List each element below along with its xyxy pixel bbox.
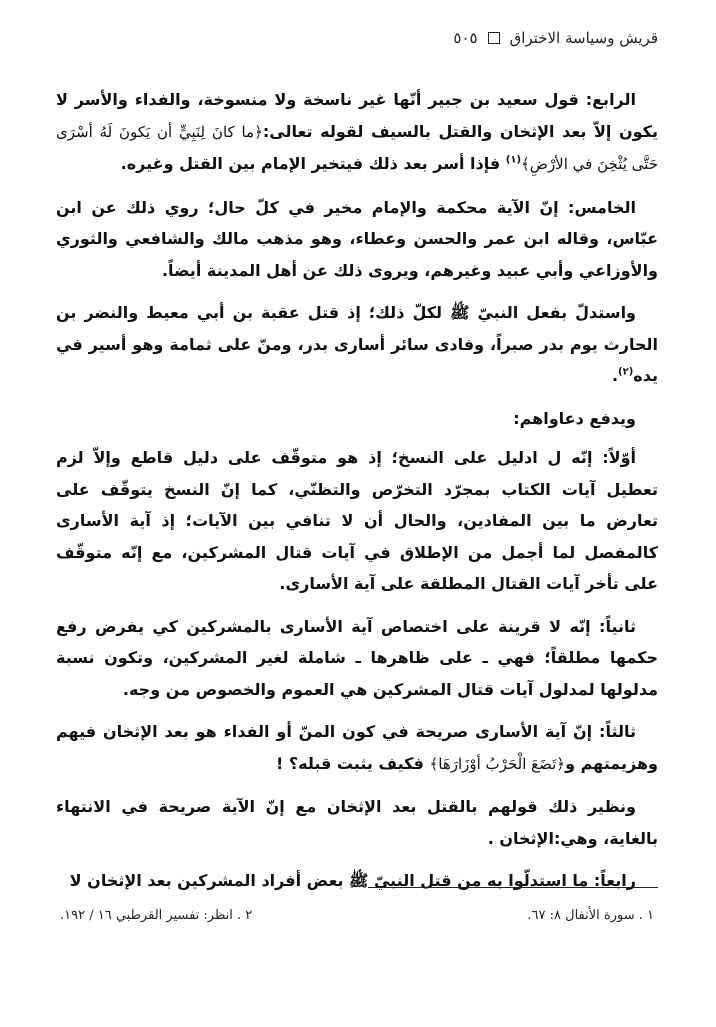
- paragraph-analogy: ونظير ذلك قولهم بالقتل بعد الإثخان مع إنّ الآية صريحة في الانتهاء بالغاية، وهي:الإثخان .: [56, 797, 658, 848]
- footnote-1: ١ . سورة الأنفال ٨: ٦٧.: [527, 907, 654, 923]
- text-run: فكيف يثبت قبله؟ !: [275, 753, 430, 773]
- header-separator-square-icon: [488, 32, 500, 44]
- header-title: قريش وسياسة الاختراق: [509, 29, 658, 47]
- main-text: [56, 84, 658, 908]
- paragraph-first-rebuttal: أوّلاً: إنّه ل ادليل على النسخ؛ إذ هو متوقّف على دليل قاطع وإلاّ لزم تعطيل آيات الكتاب بمجرّد التخرّص والتظنّي، كما إنّ النسخ يتوقّف على تعارض ما بين المفادين، والحال أن لا تنافي بين الآيات؛ إذ آية الأسارى كالمفصل لما أجمل من الإطلاق في آيات قتال المشركين، مع إنّه متوقّف على تأخر آيات القتال المطلقة على آية الأسارى.: [56, 448, 658, 593]
- paragraph-second-rebuttal: ثانياً: إنّه لا قرينة على اختصاص آية الأسارى بالمشركين كي يفرض رفع حكمها مطلقاً؛ فهي ـ على ظاهرها ـ شاملة لغير المشركين، وتكون نسبة مدلولها لمدلول آيات قتال المشركين هي العموم والخصوص من وجه.: [56, 616, 658, 699]
- paragraph-third-rebuttal: [56, 716, 658, 780]
- text-run: فإذا أسر بعد ذلك فيتخير الإمام بين القتل وغيره.: [120, 154, 506, 173]
- paragraph-fourth-opinion: [56, 84, 658, 181]
- text-run: واستدلّ بفعل النبيّ ﷺ لكلّ ذلك؛ إذ قتل عقبة بن أبي معيط والنضر بن الحارث يوم بدر صبراً، وفادى سائر أسارى بدر، ومنّ على ثمامة وهو أسير في يده: [56, 303, 658, 385]
- footnote-ref-1: (١): [505, 154, 522, 166]
- quran-verse: ﴿ما كانَ لِنَبِيٍّ أن يَكونَ لَهُ أسْرَى حَتَّى يُثْخِنَ في الأرْضِ﴾: [56, 122, 658, 173]
- page-number: ٥٠٥: [453, 29, 478, 47]
- paragraph-fifth-opinion: الخامس: إنّ الآية محكمة والإمام مخير في كلّ حال؛ روي ذلك عن ابن عبّاس، وقاله ابن عمر والحسن وعطاء، وهو مذهب مالك والشافعي والثوري والأوزاعي وأبي عبيد وغيرهم، ويروى ذلك عن أهل المدينة أيضاً.: [56, 197, 658, 280]
- quran-verse: ﴿تَضَعَ الْحَرْبُ أوْزَارَهَا﴾: [429, 754, 566, 773]
- text-run: ثالثاً: إنّ آية الأسارى صريحة في كون المنّ أو الفداء هو بعد الإثخان فيهم وهزيمتهم و: [56, 722, 658, 773]
- paragraph-rebuttal-intro: ويدفع دعاواهم:: [513, 408, 636, 428]
- text-run: الرابع: قول سعيد بن جبير أنّها غير ناسخة ولا منسوخة، والفداء والأسر لا يكون إلاّ بعد الإثخان والقتل بالسيف لقوله تعالى:: [56, 90, 658, 141]
- running-header: [60, 24, 658, 52]
- footnote-divider: [368, 887, 658, 888]
- footnote-ref-2: (٢): [618, 366, 634, 378]
- footnote-2: ٢ . انظر: تفسير القرطبي ١٦ / ١٩٢.: [60, 907, 253, 923]
- paragraph-evidence: [56, 297, 658, 392]
- paragraph-fourth-rebuttal: رابعاً: ما استدلّوا به من قتل النبيّ ﷺ بعض أفراد المشركين بعد الإثخان لا: [69, 871, 636, 890]
- footnotes: [60, 902, 654, 928]
- text-run: .: [611, 366, 619, 385]
